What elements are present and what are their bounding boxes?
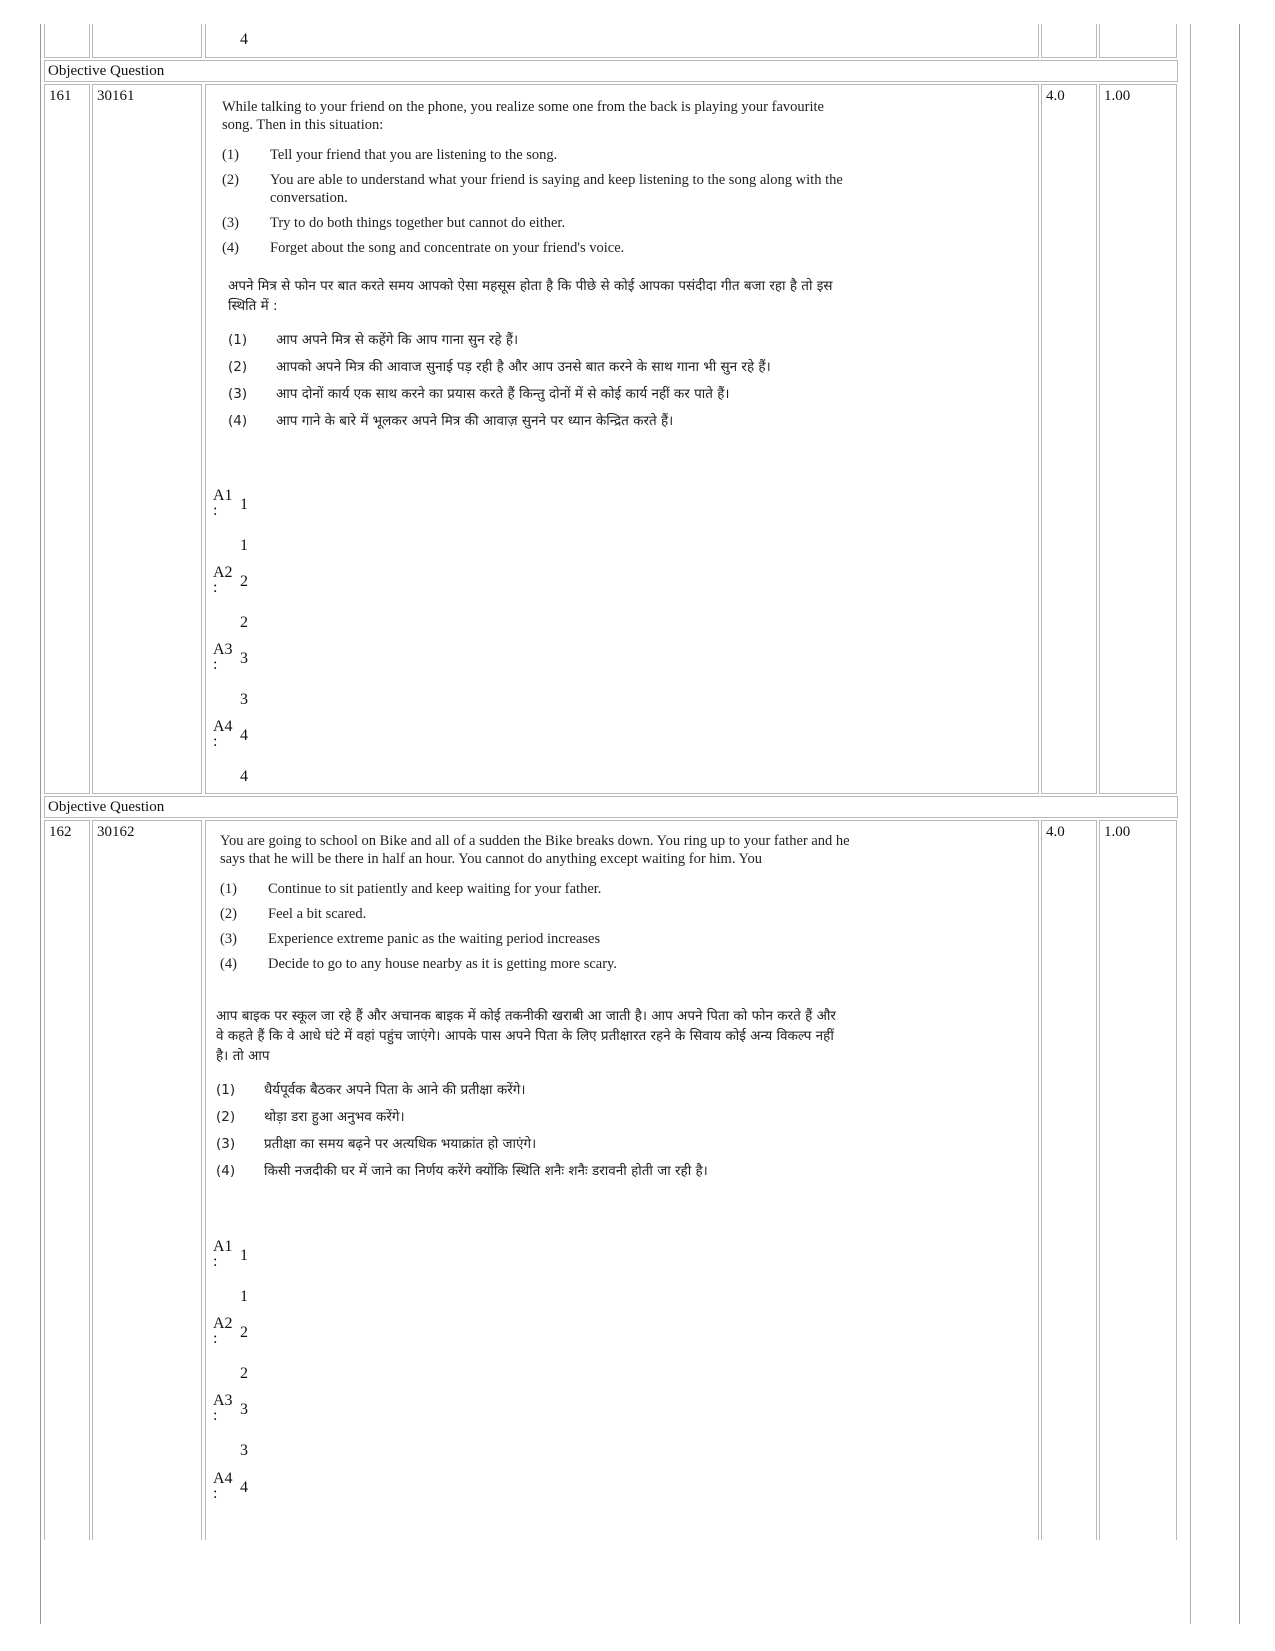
answer-option — [213, 1392, 273, 1462]
answer-colon: : — [213, 1407, 218, 1424]
option-number: (4) — [216, 1163, 236, 1179]
option-number: (2) — [228, 359, 248, 375]
option-number: (3) — [216, 1136, 236, 1152]
answer-option — [213, 1315, 273, 1385]
option-number: (2) — [220, 906, 237, 922]
answer-value: 1 — [240, 1247, 248, 1264]
answer-label: A2 — [213, 1315, 233, 1332]
answer-colon: : — [213, 1485, 218, 1502]
hindi-option — [228, 330, 858, 350]
answer-value-repeat: 3 — [240, 1442, 248, 1459]
option-number: (1) — [220, 881, 237, 897]
answer-colon: : — [213, 1330, 218, 1347]
english-stem: While talking to your friend on the phone, you realize some one from the back is playing your favourite song. Then in this situation: — [222, 99, 824, 133]
english-option — [220, 930, 850, 948]
prev-content-cell — [205, 24, 1039, 58]
answer-value: 2 — [240, 1324, 248, 1341]
section-label: Objective Question — [48, 799, 165, 815]
english-option — [222, 214, 852, 232]
hindi-option — [216, 1161, 846, 1181]
option-text: Continue to sit patiently and keep waiting for your father. — [268, 881, 602, 897]
marks-cell — [1041, 820, 1097, 1540]
english-option — [222, 146, 852, 164]
option-number: (4) — [220, 956, 237, 972]
option-text: Decide to go to any house nearby as it is getting more scary. — [268, 956, 617, 972]
answer-label: A4 — [213, 718, 233, 735]
answer-value-repeat: 3 — [240, 691, 248, 708]
hindi-option — [216, 1080, 846, 1100]
english-stem: You are going to school on Bike and all of a sudden the Bike breaks down. You ring up to your father and he says that he will be there in half an hour. You cannot do anything except waiting for him. You — [220, 833, 850, 867]
prev-number-cell — [44, 24, 90, 58]
english-option — [220, 880, 850, 898]
answer-label: A1 — [213, 1238, 233, 1255]
option-number: (3) — [228, 386, 248, 402]
option-number: (4) — [228, 413, 248, 429]
answer-label: A3 — [213, 1392, 233, 1409]
option-text: आप दोनों कार्य एक साथ करने का प्रयास करते हैं किन्तु दोनों में से कोई कार्य नहीं कर पाते हैं। — [276, 386, 730, 402]
answer-value: 3 — [240, 1401, 248, 1418]
prev-answer-value: 4 — [240, 31, 248, 48]
answer-label: A2 — [213, 564, 233, 581]
answer-value-repeat: 1 — [240, 1288, 248, 1305]
option-text: प्रतीक्षा का समय बढ़ने पर अत्यधिक भयाक्रांत हो जाएंगे। — [264, 1136, 537, 1152]
option-number: (1) — [228, 332, 248, 348]
question-body — [220, 832, 850, 980]
option-number: (2) — [222, 172, 239, 188]
marks-value: 4.0 — [1046, 88, 1065, 104]
answer-value: 4 — [240, 1479, 248, 1496]
marks-value: 4.0 — [1046, 824, 1065, 840]
negative-marks-cell — [1099, 84, 1177, 794]
option-number: (1) — [222, 147, 239, 163]
english-option — [220, 955, 850, 973]
negative-marks-value: 1.00 — [1104, 88, 1131, 104]
answer-value: 4 — [240, 727, 248, 744]
option-text: आपको अपने मित्र की आवाज सुनाई पड़ रही है और आप उनसे बात करने के साथ गाना भी सुन रहे हैं। — [276, 359, 771, 375]
answer-value-repeat: 4 — [240, 768, 248, 785]
negative-marks-value: 1.00 — [1104, 824, 1131, 840]
option-number: (2) — [216, 1109, 236, 1125]
hindi-body — [228, 276, 858, 438]
answer-value: 1 — [240, 496, 248, 513]
english-option — [222, 171, 852, 207]
option-number: (4) — [222, 240, 239, 256]
hindi-option — [228, 384, 858, 404]
prev-id-cell — [92, 24, 202, 58]
answer-colon: : — [213, 579, 218, 596]
answer-value: 3 — [240, 650, 248, 667]
question-id-cell — [92, 84, 202, 794]
question-id: 30161 — [97, 88, 135, 104]
option-text: धैर्यपूर्वक बैठकर अपने पिता के आने की प्रतीक्षा करेंगे। — [264, 1082, 526, 1098]
answer-colon: : — [213, 502, 218, 519]
answer-label: A3 — [213, 641, 233, 658]
answer-option — [213, 487, 273, 557]
question-number-cell — [44, 820, 90, 1540]
answer-colon: : — [213, 1253, 218, 1270]
question-number-cell — [44, 84, 90, 794]
option-text: You are able to understand what your friend is saying and keep listening to the song along with the conversation. — [270, 172, 843, 206]
section-label: Objective Question — [48, 63, 165, 79]
hindi-option — [228, 357, 858, 377]
option-text: Experience extreme panic as the waiting period increases — [268, 931, 601, 947]
answer-value-repeat: 2 — [240, 614, 248, 631]
option-text: Forget about the song and concentrate on your friend's voice. — [270, 240, 625, 256]
option-number: (1) — [216, 1082, 236, 1098]
option-text: आप अपने मित्र से कहेंगे कि आप गाना सुन रहे हैं। — [276, 332, 519, 348]
option-text: आप गाने के बारे में भूलकर अपने मित्र की आवाज़ सुनने पर ध्यान केन्द्रित करते हैं। — [276, 413, 674, 429]
prev-negative-cell — [1099, 24, 1177, 58]
answer-label: A4 — [213, 1470, 233, 1487]
option-text: Tell your friend that you are listening to the song. — [270, 147, 558, 163]
option-number: (3) — [222, 215, 239, 231]
section-header — [44, 796, 1178, 818]
option-text: किसी नजदीकी घर में जाने का निर्णय करेंगे क्योंकि स्थिति शनैः शनैः डरावनी होती जा रही है। — [264, 1163, 708, 1179]
option-text: Feel a bit scared. — [268, 906, 367, 922]
hindi-stem: अपने मित्र से फोन पर बात करते समय आपको ऐसा महसूस होता है कि पीछे से कोई आपका पसंदीदा गीत बजा रहा है तो इस स्थिति में : — [228, 278, 833, 314]
answer-colon: : — [213, 733, 218, 750]
marks-cell — [1041, 84, 1097, 794]
english-option — [220, 905, 850, 923]
english-option — [222, 239, 852, 257]
section-header — [44, 60, 1178, 82]
hindi-option — [216, 1107, 846, 1127]
hindi-stem: आप बाइक पर स्कूल जा रहे हैं और अचानक बाइक में कोई तकनीकी खराबी आ जाती है। आप अपने पिता को फोन करते हैं और वे कहते हैं कि वे आधे घंटे में वहां पहुंच जाएंगे। आपके पास अपने पिता के लिए प्रतीक्षारत रहने के सिवाय कोई अन्य विकल्प नहीं है। तो आप — [216, 1008, 836, 1064]
question-number: 162 — [49, 824, 72, 840]
hindi-body — [216, 1006, 846, 1188]
question-number: 161 — [49, 88, 72, 104]
answer-option — [213, 1470, 273, 1520]
option-text: Try to do both things together but cannot do either. — [270, 215, 566, 231]
negative-marks-cell — [1099, 820, 1177, 1540]
answer-value: 2 — [240, 573, 248, 590]
hindi-option — [216, 1134, 846, 1154]
answer-value-repeat: 1 — [240, 537, 248, 554]
option-number: (3) — [220, 931, 237, 947]
answer-option — [213, 641, 273, 711]
prev-marks-cell — [1041, 24, 1097, 58]
question-id: 30162 — [97, 824, 135, 840]
question-id-cell — [92, 820, 202, 1540]
answer-colon: : — [213, 656, 218, 673]
answer-label: A1 — [213, 487, 233, 504]
question-body — [222, 98, 852, 264]
right-outer-border — [1190, 24, 1191, 1624]
option-text: थोड़ा डरा हुआ अनुभव करेंगे। — [264, 1109, 405, 1125]
answer-option — [213, 564, 273, 634]
answer-option — [213, 1238, 273, 1308]
hindi-option — [228, 411, 858, 431]
answer-value-repeat: 2 — [240, 1365, 248, 1382]
answer-option — [213, 718, 273, 788]
